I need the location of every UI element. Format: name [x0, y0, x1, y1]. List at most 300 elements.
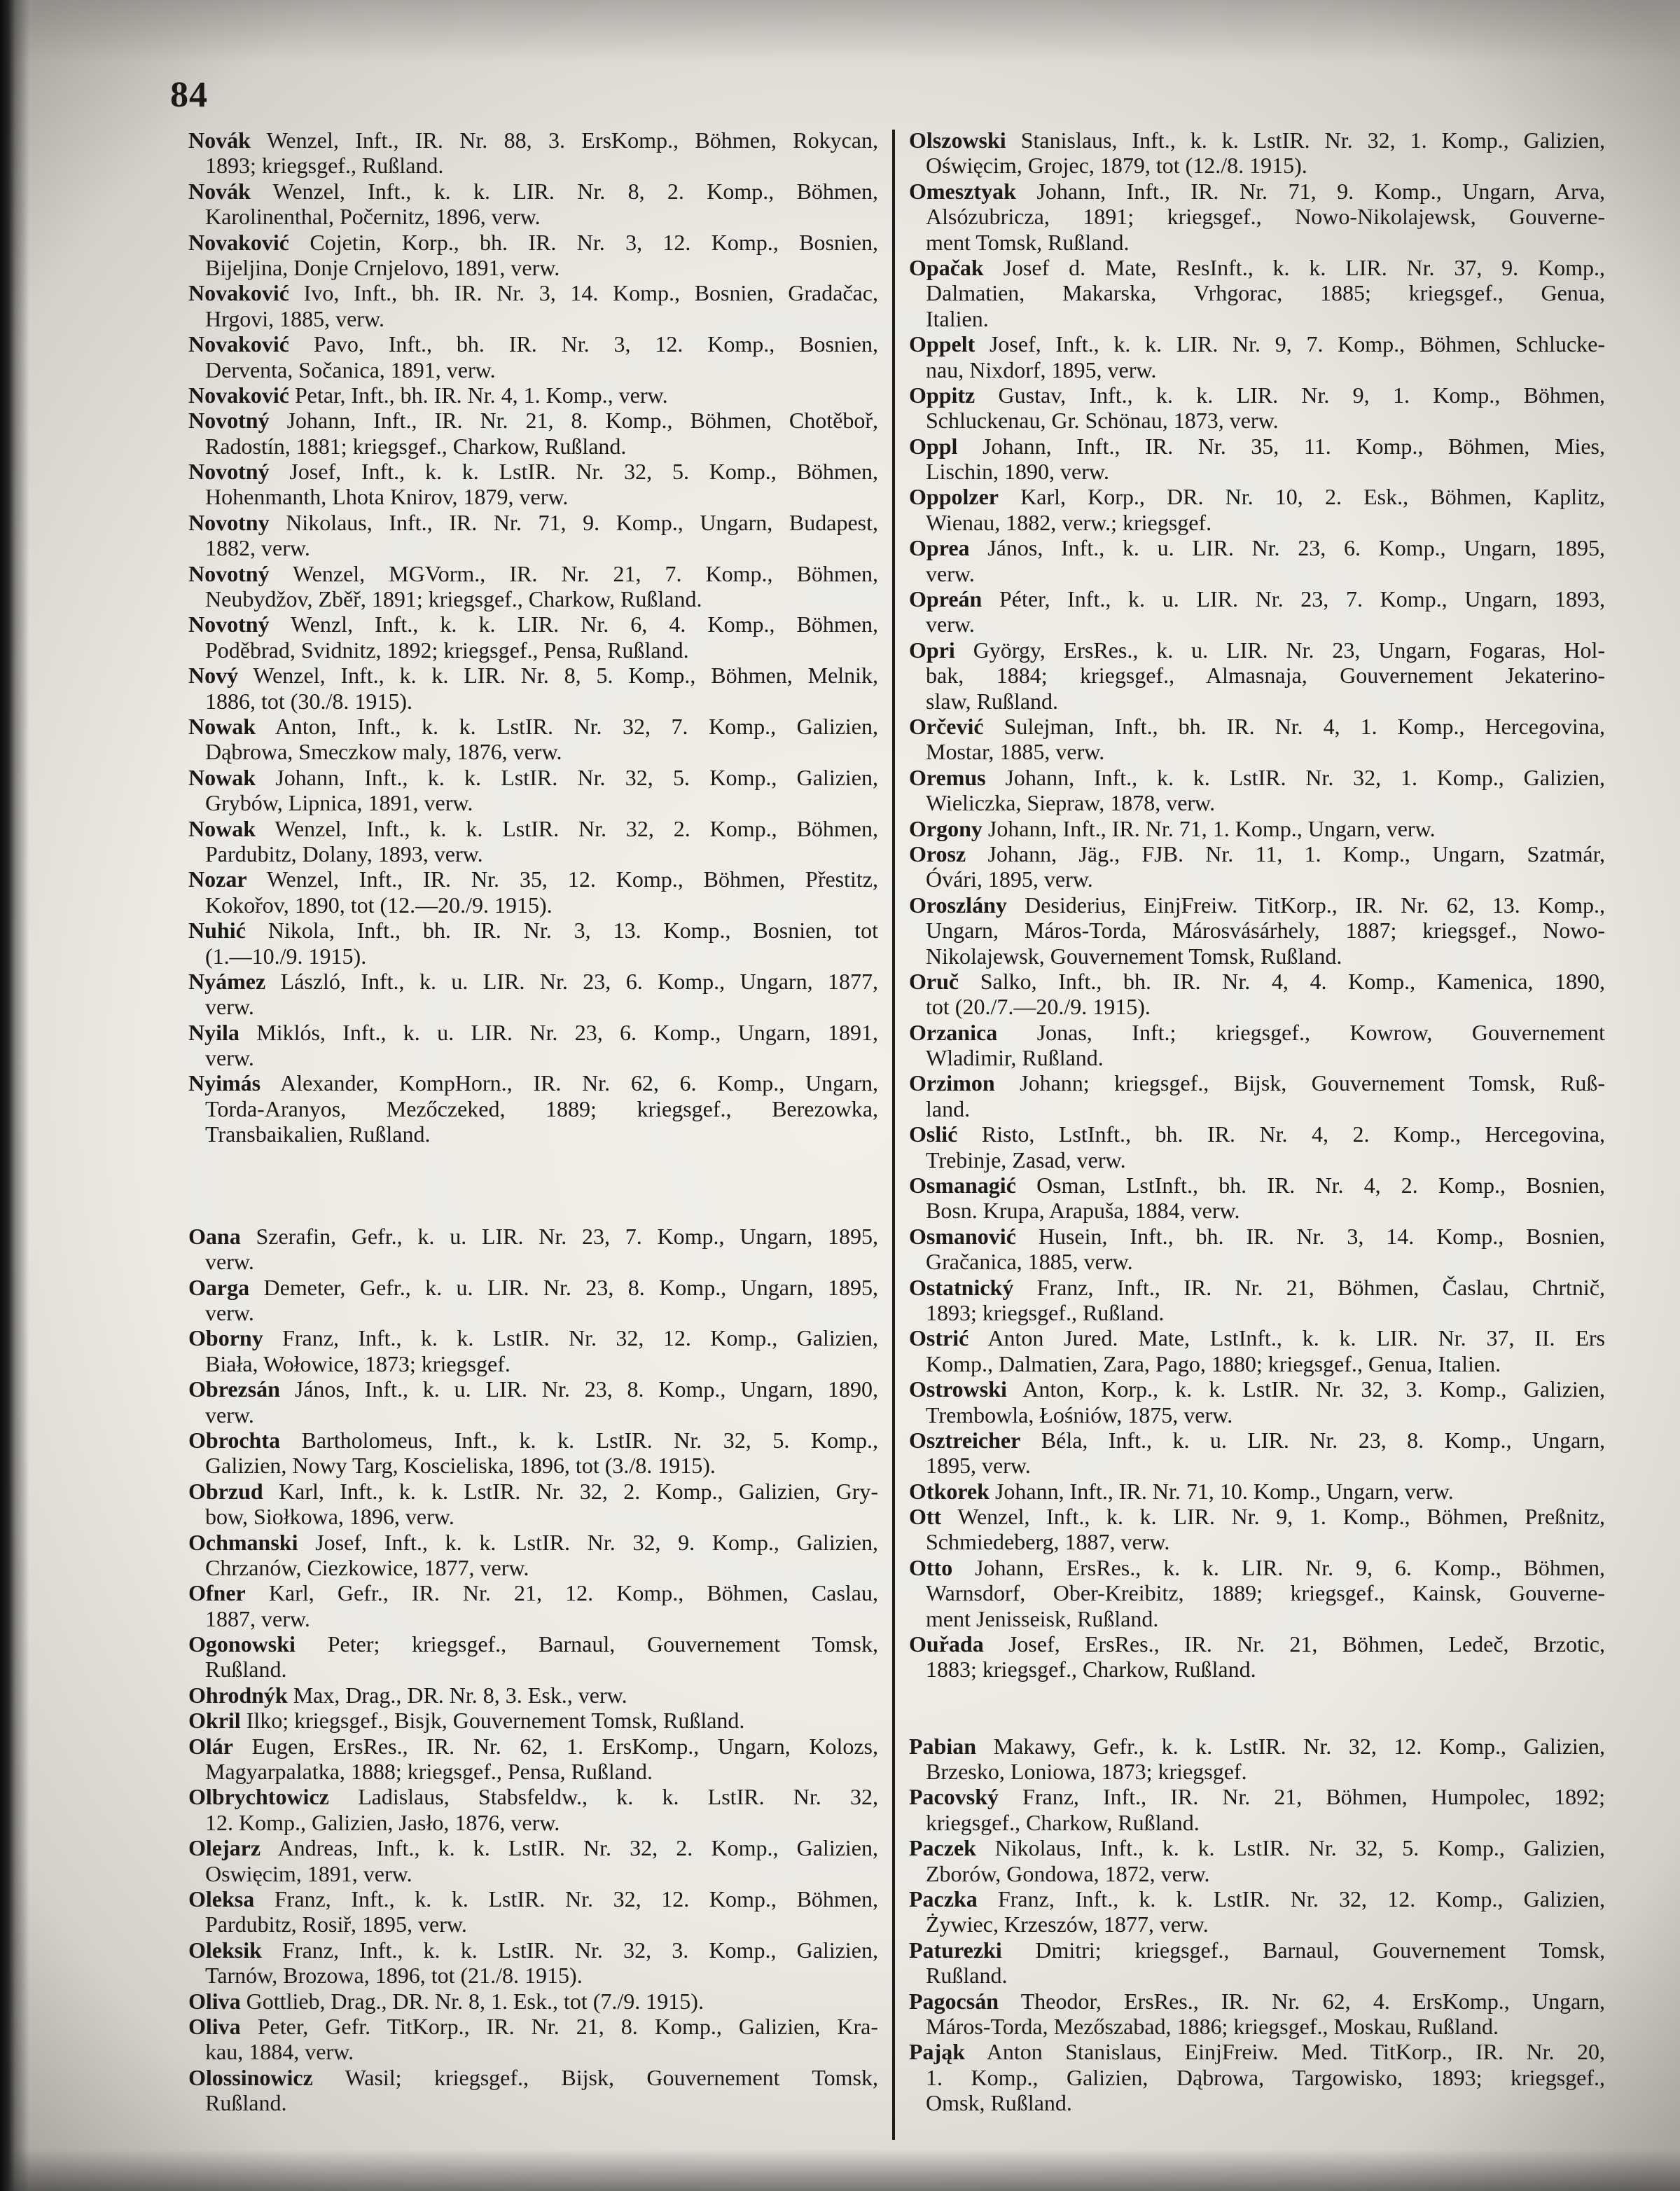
entry-line [188, 408, 878, 433]
entry-text: Ungarn, Máros-Torda, Márosvásárhely, 1887; kriegsgef., Nowo- [926, 918, 1605, 944]
entry-surname: Omesztyak [909, 178, 1016, 204]
entry-line [909, 1504, 1605, 1529]
entry-line [205, 1555, 878, 1580]
entry-text: Hohenmanth, Lhota Knirov, 1879, verw. [205, 484, 569, 510]
list-item [909, 382, 1605, 434]
entry-line [205, 1657, 878, 1682]
entry-text: Wieliczka, Siepraw, 1878, verw. [926, 790, 1216, 816]
entry-text: Żywiec, Krzeszów, 1877, verw. [926, 1912, 1209, 1937]
entry-text: Schluckenau, Gr. Schönau, 1873, verw. [926, 408, 1279, 434]
list-item [909, 1121, 1605, 1173]
entry-text: Cojetin, Korp., bh. IR. Nr. 3, 12. Komp., Bosnien, [310, 229, 878, 255]
entry-line [188, 1886, 878, 1912]
entry-text: slaw, Rußland. [926, 688, 1059, 714]
entry-line [926, 611, 1605, 637]
entry-text: Andreas, Inft., k. k. LstIR. Nr. 32, 2. Komp., Galizien, [277, 1835, 878, 1861]
list-item [909, 969, 1605, 1020]
entry-text: ment Jenisseisk, Rußland. [926, 1605, 1159, 1631]
entry-text: Miklós, Inft., k. u. LIR. Nr. 23, 6. Komp., Ungarn, 1891, [256, 1019, 878, 1045]
entry-surname: Ogonowski [188, 1631, 296, 1657]
entry-line [188, 663, 878, 688]
entry-text: 1893; kriegsgef., Rußland. [205, 153, 444, 179]
entry-line [205, 357, 878, 382]
entry-surname: Olszowski [909, 127, 1006, 153]
entry-line [188, 1835, 878, 1860]
entry-text: verw. [926, 611, 975, 637]
entry-text: Desiderius, EinjFreiw. TitKorp., IR. Nr. 62, 13. Komp., [1025, 892, 1605, 918]
entry-line [926, 1351, 1605, 1376]
entry-surname: Novák [188, 127, 251, 153]
entry-surname: Novotný [188, 560, 270, 586]
list-item [909, 331, 1605, 382]
entry-surname: Pająk [909, 2039, 965, 2065]
entry-text: Jonas, Inft.; kriegsgef., Kowrow, Gouvernement [1036, 1019, 1605, 1045]
entry-text: 1887, verw. [205, 1605, 310, 1631]
entry-line [909, 1325, 1605, 1350]
entry-text: 1886, tot (30./8. 1915). [205, 688, 412, 714]
entry-text: Tarnów, Brozowa, 1896, tot (21./8. 1915). [205, 1963, 583, 1989]
list-item [188, 1631, 878, 1682]
entry-line [188, 1376, 878, 1402]
entry-text: kau, 1884, verw. [205, 2039, 354, 2065]
entry-line [205, 892, 878, 918]
entry-text: Wladimir, Rußland. [926, 1045, 1104, 1071]
list-item [909, 1937, 1605, 1989]
entry-text: Ivo, Inft., bh. IR. Nr. 3, 14. Komp., Bosnien, Gradačac, [303, 280, 878, 306]
entry-line [926, 306, 1605, 331]
entry-surname: Osmanagić [909, 1173, 1016, 1198]
list-item [188, 127, 878, 179]
entry-line [926, 1529, 1605, 1554]
entry-surname: Otto [909, 1554, 953, 1580]
entry-surname: Novotny [188, 509, 270, 535]
entry-line [926, 357, 1605, 382]
entry-text: Béla, Inft., k. u. LIR. Nr. 23, 8. Komp., Ungarn, [1041, 1427, 1605, 1453]
entry-line [926, 1606, 1605, 1631]
entry-surname: Nuhić [188, 918, 246, 944]
entry-line [188, 230, 878, 255]
list-item [188, 714, 878, 765]
entry-line [926, 280, 1605, 305]
entry-line [188, 611, 878, 637]
entry-text: Dalmatien, Makarska, Vrhgorac, 1885; kriegsgef., Genua, [926, 280, 1605, 306]
list-item [909, 1224, 1605, 1275]
entry-text: Derventa, Sočanica, 1891, verw. [205, 357, 496, 382]
entry-text: Wasil; kriegsgef., Bijsk, Gouvernement Tomsk, [345, 2064, 878, 2090]
entry-line [205, 1351, 878, 1376]
entry-line [909, 434, 1605, 459]
entry-line [926, 2065, 1605, 2090]
entry-line [926, 1402, 1605, 1428]
entry-surname: Oruč [909, 968, 959, 994]
entry-text: Trebinje, Zasad, verw. [926, 1147, 1126, 1173]
list-item [909, 1555, 1605, 1631]
list-item [188, 1479, 878, 1530]
entry-surname: Ohrodnýk [188, 1682, 288, 1708]
entry-line [926, 230, 1605, 255]
entry-surname: Novotný [188, 408, 270, 434]
entry-surname: Obrzud [188, 1478, 263, 1504]
list-item [188, 1275, 878, 1326]
entry-surname: Oroszlány [909, 892, 1007, 918]
list-item [909, 1325, 1605, 1376]
entry-line [926, 1249, 1605, 1274]
entry-line [205, 1912, 878, 1937]
entry-text: verw. [205, 1045, 254, 1071]
entry-text: Szerafin, Gefr., k. u. LIR. Nr. 23, 7. Komp., Ungarn, 1895, [256, 1223, 878, 1249]
entry-text: Oswięcim, 1891, verw. [205, 1860, 412, 1886]
entry-text: Torda-Aranyos, Mezőczeked, 1889; kriegsgef., Berezowka, [205, 1096, 878, 1121]
entry-text: Wenzel, Inft., k. k. LIR. Nr. 8, 5. Komp., Böhmen, Melnik, [253, 663, 878, 689]
entry-line [205, 153, 878, 178]
entry-line [909, 765, 1605, 790]
entry-line [188, 1784, 878, 1809]
entry-surname: Nowak [188, 764, 256, 790]
entry-surname: Opri [909, 637, 955, 663]
entry-text: kriegsgef., Charkow, Rußland. [926, 1809, 1200, 1835]
entry-text: ment Tomsk, Rußland. [926, 229, 1130, 255]
entry-line [909, 1631, 1605, 1657]
entry-text: Demeter, Gefr., k. u. LIR. Nr. 23, 8. Komp., Ungarn, 1895, [263, 1274, 878, 1300]
entry-line [926, 153, 1605, 178]
entry-text: János, Inft., k. u. LIR. Nr. 23, 8. Komp., Ungarn, 1890, [294, 1376, 878, 1402]
list-item [188, 382, 878, 408]
entry-text: Nikolaus, Inft., k. k. LstIR. Nr. 32, 5. Komp., Galizien, [994, 1835, 1605, 1861]
entry-line [205, 1606, 878, 1631]
entry-surname: Ouřada [909, 1631, 984, 1657]
entry-text: Makawy, Gefr., k. k. LstIR. Nr. 32, 12. Komp., Galizien, [993, 1733, 1605, 1759]
entry-line [205, 994, 878, 1019]
entry-line [188, 1428, 878, 1453]
entry-line [188, 179, 878, 204]
entry-line [188, 459, 878, 484]
list-item [909, 1631, 1605, 1682]
list-item [188, 1580, 878, 1631]
entry-text: Wenzel, Inft., IR. Nr. 88, 3. ErsKomp., Böhmen, Rokycan, [266, 127, 878, 153]
list-item [188, 179, 878, 230]
entry-line [188, 382, 878, 408]
column-left [188, 127, 878, 2115]
entry-text: Wenzel, Inft., IR. Nr. 35, 12. Komp., Böhmen, Přestitz, [266, 866, 878, 892]
entry-surname: Novaković [188, 229, 289, 255]
entry-line [205, 1963, 878, 1988]
entry-surname: Novotný [188, 611, 270, 637]
column-divider [892, 130, 895, 2140]
entry-text: Rußland. [926, 1963, 1008, 1989]
entry-text: Max, Drag., DR. Nr. 8, 3. Esk., verw. [293, 1682, 627, 1708]
list-item [188, 2014, 878, 2065]
entry-surname: Nyila [188, 1019, 239, 1045]
entry-text: Josef, ErsRes., IR. Nr. 21, Böhmen, Ledeč, Brzotic, [1008, 1631, 1605, 1657]
entry-line [188, 331, 878, 357]
entry-line [926, 459, 1605, 484]
entry-text: Theodor, ErsRes., IR. Nr. 62, 4. ErsKomp., Ungarn, [1020, 1988, 1605, 2014]
entry-text: Karl, Gefr., IR. Nr. 21, 12. Komp., Böhmen, Caslau, [268, 1580, 878, 1606]
entry-line [205, 739, 878, 764]
list-item [909, 765, 1605, 816]
entry-line [926, 1045, 1605, 1070]
entry-text: Bosn. Krupa, Arapuša, 1884, verw. [926, 1198, 1240, 1224]
list-item [909, 1886, 1605, 1937]
entry-line [926, 1810, 1605, 1835]
entry-line [188, 918, 878, 943]
entry-line [926, 1147, 1605, 1173]
entry-line [188, 816, 878, 841]
list-item [909, 1173, 1605, 1224]
entry-text: Wenzel, Inft., k. k. LIR. Nr. 8, 2. Komp., Böhmen, [272, 178, 878, 204]
list-item [188, 816, 878, 867]
entry-text: Wenzel, MGVorm., IR. Nr. 21, 7. Komp., Böhmen, [293, 560, 878, 586]
entry-text: Mostar, 1885, verw. [926, 739, 1105, 765]
entry-line [188, 1989, 878, 2014]
entry-text: Pardubitz, Rosiř, 1895, verw. [205, 1912, 467, 1937]
list-item [909, 255, 1605, 331]
entry-text: verw. [205, 1299, 254, 1325]
entry-surname: Oslić [909, 1121, 958, 1147]
entry-text: Ladislaus, Stabsfeldw., k. k. LstIR. Nr. 32, [358, 1784, 878, 1810]
entry-text: Johann; kriegsgef., Bijsk, Gouvernement Tomsk, Ruß- [1020, 1070, 1605, 1096]
entry-text: Wenzel, Inft., k. k. LIR. Nr. 9, 1. Komp., Böhmen, Preßnitz, [957, 1504, 1605, 1530]
entry-line [909, 484, 1605, 509]
entry-line [188, 2065, 878, 2090]
list-item [909, 1376, 1605, 1428]
entry-line [909, 1734, 1605, 1759]
entry-surname: Orzimon [909, 1070, 995, 1096]
entry-line [926, 790, 1605, 815]
list-item [188, 866, 878, 918]
entry-text: 1882, verw. [205, 535, 310, 561]
entry-line [909, 1835, 1605, 1860]
entry-line [188, 2014, 878, 2039]
entry-line [926, 944, 1605, 969]
entry-text: Magyarpalatka, 1888; kriegsgef., Pensa, Rußland. [205, 1759, 653, 1785]
entry-text: 1. Komp., Galizien, Dąbrowa, Targowisko, 1893; kriegsgef., [926, 2064, 1605, 2090]
entry-surname: Nyámez [188, 968, 266, 994]
entry-text: Dmitri; kriegsgef., Barnaul, Gouvernement Tomsk, [1035, 1937, 1605, 1963]
entry-text: Salko, Inft., bh. IR. Nr. 4, 4. Komp., Kamenica, 1890, [980, 968, 1605, 994]
list-item [188, 280, 878, 331]
list-item [188, 1835, 878, 1886]
entry-line [188, 969, 878, 994]
entry-text: Grybów, Lipnica, 1891, verw. [205, 790, 473, 816]
entry-text: Anton, Inft., k. k. LstIR. Nr. 32, 7. Komp., Galizien, [275, 713, 878, 739]
entry-line [188, 1070, 878, 1096]
entry-line [205, 790, 878, 815]
entry-text: Trembowla, Łośniów, 1875, verw. [926, 1402, 1233, 1428]
entry-line [205, 2039, 878, 2064]
entry-surname: Obrezsán [188, 1376, 280, 1402]
entry-line [188, 765, 878, 790]
entry-surname: Oprea [909, 535, 970, 561]
entry-line [926, 408, 1605, 433]
list-item [909, 586, 1605, 637]
entry-surname: Orgony [909, 815, 983, 841]
entry-surname: Orčević [909, 713, 984, 739]
entry-text: Nikolajewsk, Gouvernement Tomsk, Rußland. [926, 943, 1342, 969]
entry-line [909, 331, 1605, 357]
entry-surname: Nyimás [188, 1070, 261, 1096]
list-item [188, 1325, 878, 1376]
entry-text: Franz, Inft., IR. Nr. 21, Böhmen, Humpolec, 1892; [1022, 1784, 1605, 1810]
entry-text: Anton Jured. Mate, LstInft., k. k. LIR. Nr. 37, II. Ers [987, 1325, 1605, 1351]
entry-line [909, 2039, 1605, 2064]
entry-line [205, 204, 878, 229]
entry-line [205, 637, 878, 663]
entry-text: Wenzel, Inft., k. k. LstIR. Nr. 32, 2. Komp., Böhmen, [275, 815, 878, 841]
entry-text: Transbaikalien, Rußland. [205, 1121, 431, 1147]
entry-text: 1883; kriegsgef., Charkow, Rußland. [926, 1657, 1256, 1682]
entry-line [926, 739, 1605, 764]
entry-text: verw. [205, 1249, 254, 1275]
entry-surname: Orosz [909, 841, 966, 866]
entry-line [188, 1325, 878, 1350]
list-item [909, 1070, 1605, 1121]
entry-line [909, 1121, 1605, 1147]
entry-text: Galizien, Nowy Targ, Koscieliska, 1896, tot (3./8. 1915). [205, 1453, 716, 1479]
entry-line [205, 1504, 878, 1529]
entry-line [188, 1937, 878, 1963]
entry-line [926, 2090, 1605, 2115]
entry-line [909, 637, 1605, 663]
entry-text: Josef, Inft., k. k. LIR. Nr. 9, 7. Komp., Böhmen, Schlucke- [989, 331, 1605, 357]
entry-line [188, 1734, 878, 1759]
column-right [909, 127, 1605, 2115]
entry-surname: Oborny [188, 1325, 263, 1351]
entry-surname: Olejarz [188, 1835, 261, 1861]
list-item [909, 1275, 1605, 1326]
entry-text: Karl, Inft., k. k. LstIR. Nr. 32, 2. Komp., Galizien, Gry- [279, 1478, 878, 1504]
entry-surname: Paczka [909, 1886, 978, 1912]
entry-surname: Olbrychtowicz [188, 1784, 329, 1810]
list-item [909, 127, 1605, 179]
entry-line [909, 1020, 1605, 1045]
entry-line [909, 535, 1605, 560]
list-item [909, 714, 1605, 765]
entry-text: Risto, LstInft., bh. IR. Nr. 4, 2. Komp., Hercegovina, [981, 1121, 1605, 1147]
entry-line [926, 510, 1605, 535]
entry-text: verw. [926, 560, 975, 586]
list-item [188, 918, 878, 969]
entry-text: Wienau, 1882, verw.; kriegsgef. [926, 509, 1212, 535]
entry-text: Bartholomeus, Inft., k. k. LstIR. Nr. 32, 5. Komp., [301, 1427, 878, 1453]
entry-surname: Olossinowicz [188, 2064, 313, 2090]
list-item [909, 1734, 1605, 1785]
list-item [188, 663, 878, 714]
list-item [188, 1734, 878, 1785]
entry-line [909, 255, 1605, 280]
entry-surname: Oliva [188, 2013, 241, 2039]
entry-line [926, 1096, 1605, 1121]
entry-line [205, 1453, 878, 1478]
entry-text: land. [926, 1096, 971, 1121]
entry-surname: Novaković [188, 382, 289, 408]
entry-text: Franz, Inft., k. k. LstIR. Nr. 32, 12. Komp., Böhmen, [274, 1886, 878, 1912]
list-item [188, 1530, 878, 1581]
list-item [909, 2039, 1605, 2115]
entry-surname: Paczek [909, 1835, 976, 1861]
entry-text: Johann, Inft., k. k. LstIR. Nr. 32, 1. Komp., Galizien, [1005, 764, 1605, 790]
list-item [909, 434, 1605, 485]
entry-line [188, 1275, 878, 1300]
entry-surname: Ostatnický [909, 1274, 1014, 1300]
entry-text: Anton, Korp., k. k. LstIR. Nr. 32, 3. Komp., Galizien, [1022, 1376, 1605, 1402]
entry-surname: Oleksa [188, 1886, 255, 1912]
page-number: 84 [170, 75, 208, 115]
entry-text: Biała, Wołowice, 1873; kriegsgef. [205, 1350, 511, 1376]
entry-surname: Oppl [909, 433, 958, 459]
entry-surname: Novaković [188, 280, 289, 306]
entry-text: Bijeljina, Donje Crnjelovo, 1891, verw. [205, 254, 560, 280]
entry-text: Eugen, ErsRes., IR. Nr. 62, 1. ErsKomp., Ungarn, Kolozs, [251, 1733, 878, 1759]
entry-line [188, 1631, 878, 1657]
entry-line [909, 714, 1605, 739]
list-item [188, 765, 878, 816]
entry-text: Rußland. [205, 2090, 287, 2116]
entry-line [205, 1402, 878, 1428]
entry-text: bak, 1884; kriegsgef., Almasnaja, Gouvernement Jekaterino- [926, 663, 1605, 689]
entry-line [205, 1300, 878, 1325]
entry-line [909, 1070, 1605, 1096]
entry-text: verw. [205, 994, 254, 1020]
entry-line [205, 1861, 878, 1886]
entry-text: Omsk, Rußland. [926, 2090, 1072, 2116]
entry-surname: Nowak [188, 713, 256, 739]
list-item [188, 1886, 878, 1937]
entry-line [205, 1759, 878, 1784]
entry-surname: Osztreicher [909, 1427, 1021, 1453]
entry-surname: Novotný [188, 459, 270, 485]
entry-text: János, Inft., k. u. LIR. Nr. 23, 6. Komp., Ungarn, 1895, [987, 535, 1605, 561]
entry-text: verw. [205, 1402, 254, 1428]
entry-surname: Orzanica [909, 1019, 998, 1045]
entry-line [926, 1198, 1605, 1223]
entry-text: Peter, Gefr. TitKorp., IR. Nr. 21, 8. Komp., Galizien, Kra- [257, 2013, 878, 2039]
entry-text: Johann, Inft., IR. Nr. 71, 10. Komp., Ungarn, verw. [994, 1478, 1454, 1504]
entry-text: tot (20./7.—20./9. 1915). [926, 994, 1151, 1020]
entry-text: Poděbrad, Svidnitz, 1892; kriegsgef., Pensa, Rußland. [205, 637, 689, 663]
entry-surname: Otkorek [909, 1478, 990, 1504]
entry-text: Schmiedeberg, 1887, verw. [926, 1529, 1170, 1555]
list-item [188, 969, 878, 1020]
list-item [188, 1376, 878, 1428]
list-item [909, 1479, 1605, 1504]
entry-surname: Okril [188, 1708, 241, 1734]
entry-text: Petar, Inft., bh. IR. Nr. 4, 1. Komp., verw. [295, 382, 668, 408]
entry-text: Stanislaus, Inft., k. k. LstIR. Nr. 32, 1. Komp., Galizien, [1020, 127, 1605, 153]
entry-line [205, 944, 878, 969]
list-item [188, 1989, 878, 2014]
entry-line [909, 1937, 1605, 1963]
entry-text: Johann, Inft., IR. Nr. 21, 8. Komp., Böhmen, Chotěboř, [286, 408, 878, 434]
list-item [188, 1708, 878, 1733]
entry-line [909, 1555, 1605, 1580]
entry-text: Óvári, 1895, verw. [926, 866, 1093, 892]
entry-line [188, 866, 878, 892]
list-item [188, 1020, 878, 1071]
list-item [188, 1784, 878, 1835]
entry-line [909, 1428, 1605, 1453]
entry-text: Dąbrowa, Smeczkow maly, 1876, verw. [205, 739, 562, 765]
entry-text: Warnsdorf, Ober-Kreibitz, 1889; kriegsgef., Kainsk, Gouverne- [926, 1580, 1605, 1606]
list-item [188, 2065, 878, 2116]
entry-text: 12. Komp., Galizien, Jasło, 1876, verw. [205, 1809, 560, 1835]
entry-text: Nikolaus, Inft., IR. Nr. 71, 9. Komp., Ungarn, Budapest, [286, 509, 878, 535]
entry-text: nau, Nixdorf, 1895, verw. [926, 357, 1157, 382]
entry-line [909, 179, 1605, 204]
entry-line [188, 1479, 878, 1504]
entry-surname: Novaković [188, 331, 289, 357]
entry-text: Franz, Inft., k. k. LstIR. Nr. 32, 3. Komp., Galizien, [282, 1937, 878, 1963]
